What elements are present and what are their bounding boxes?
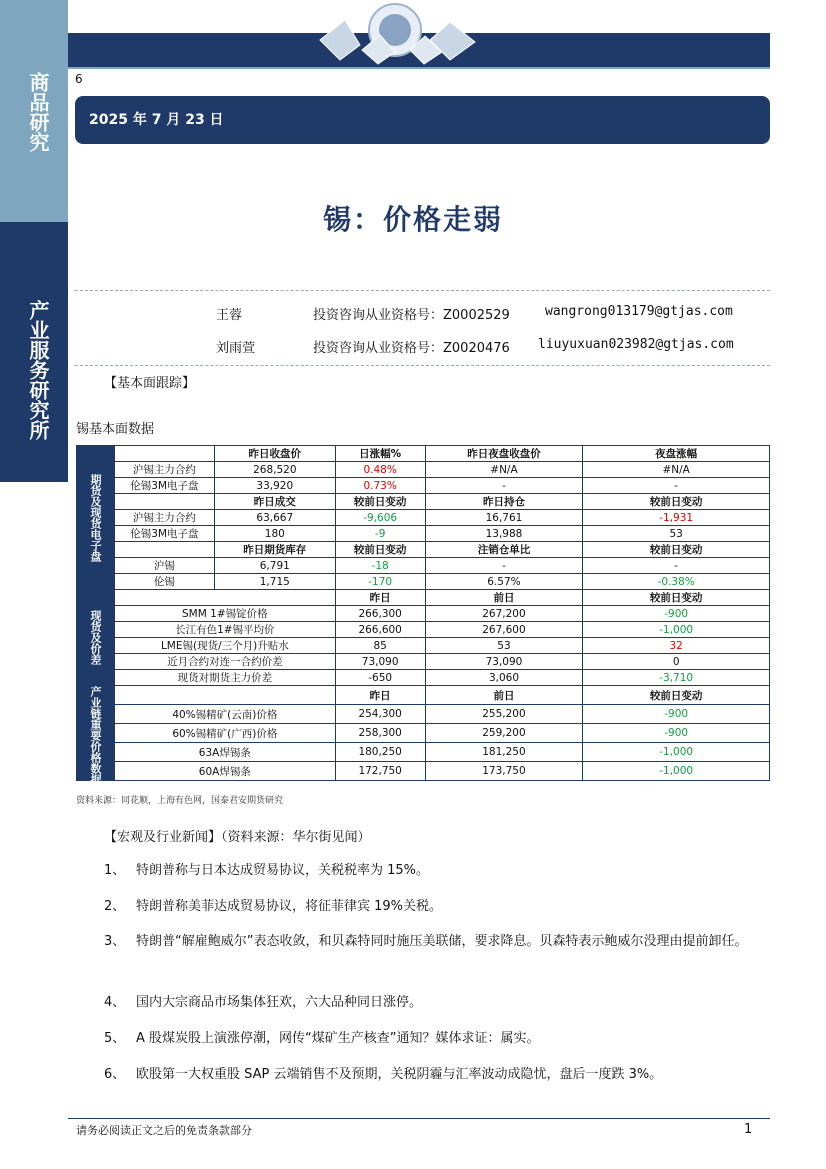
news-section-title: 【宏观及行业新闻】（资料来源：华尔街见闻） bbox=[104, 830, 371, 845]
table-row: SMM 1#锡锭价格 266,300 267,200 -900 bbox=[77, 606, 770, 622]
table-row: 近月合约对连一合约价差 73,090 73,090 0 bbox=[77, 654, 770, 670]
table-row: 60%锡精矿(广西)价格 258,300 259,200 -900 bbox=[77, 724, 770, 743]
news-item-3: 3、 特朗普“解雇鲍威尔”表态收敛，和贝森特同时施压美联储，要求降息。贝森特表示鲍威尔没理由提前卸任。 bbox=[104, 934, 748, 949]
table-row: 沪锡主力合约 268,520 0.48% #N/A #N/A bbox=[77, 462, 770, 478]
author-divider-top bbox=[75, 290, 770, 291]
table-row: 现货对期货主力价差 -650 3,060 -3,710 bbox=[77, 670, 770, 686]
table-row: 伦锡3M电子盘 180 -9 13,988 53 bbox=[77, 526, 770, 542]
author-cert-1: 投资咨询从业资格号：Z0002529 bbox=[313, 308, 510, 323]
section-fundamentals: 【基本面跟踪】 bbox=[104, 376, 196, 391]
group-industry: 产业链重要价格数据 bbox=[77, 686, 115, 781]
sidebar-mid-label: 产业服务研究所 bbox=[26, 300, 50, 440]
footer-disclaimer: 请务必阅读正文之后的免责条款部分 bbox=[76, 1124, 252, 1137]
table-row: 60A焊锡条 172,750 173,750 -1,000 bbox=[77, 762, 770, 781]
sidebar-top-label: 商品研究 bbox=[26, 72, 50, 152]
page-number-top: 6 bbox=[75, 72, 83, 86]
author-name-2: 刘雨萱 bbox=[216, 341, 256, 356]
author-divider-bottom bbox=[75, 365, 770, 366]
fundamentals-table bbox=[76, 445, 770, 785]
page-number: 1 bbox=[744, 1122, 753, 1137]
table-header-row: 期货及现货电子盘 昨日收盘价 日涨幅% 昨日夜盘收盘价 夜盘涨幅 bbox=[77, 446, 770, 462]
header-stripe bbox=[68, 67, 770, 69]
table-header-row: 现货及价差 昨日 前日 较前日变动 bbox=[77, 590, 770, 606]
table-header-row: 昨日成交 较前日变动 昨日持仓 较前日变动 bbox=[77, 494, 770, 510]
table-header-row: 昨日期货库存 较前日变动 注销仓单比 较前日变动 bbox=[77, 542, 770, 558]
table-row: 63A焊锡条 180,250 181,250 -1,000 bbox=[77, 743, 770, 762]
table-row: 40%锡精矿(云南)价格 254,300 255,200 -900 bbox=[77, 705, 770, 724]
author-cert-2: 投资咨询从业资格号：Z0020476 bbox=[313, 341, 510, 356]
date-banner: 2025 年 7 月 23 日 bbox=[75, 96, 770, 144]
table-row: 伦锡3M电子盘 33,920 0.73% - - bbox=[77, 478, 770, 494]
table-header-row: 产业链重要价格数据 昨日 前日 较前日变动 bbox=[77, 686, 770, 705]
table-row: 沪锡 6,791 -18 - - bbox=[77, 558, 770, 574]
author-name-1: 王蓉 bbox=[216, 308, 243, 323]
page-title: 锡：价格走弱 bbox=[322, 203, 503, 236]
news-item-2: 2、 特朗普称美菲达成贸易协议，将征菲律宾 19%关税。 bbox=[104, 899, 443, 914]
author-email-1[interactable]: wangrong013179@gtjas.com bbox=[545, 304, 733, 319]
news-item-4: 4、 国内大宗商品市场集体狂欢，六大品种同日涨停。 bbox=[104, 995, 423, 1010]
table-row: LME锡(现货/三个月)升贴水 85 53 32 bbox=[77, 638, 770, 654]
table-source: 资料来源：同花顺，上海有色网，国泰君安期货研究 bbox=[76, 796, 284, 806]
diamond-logo-icon bbox=[300, 0, 500, 66]
news-item-5: 5、 A 股煤炭股上演涨停潮，网传“煤矿生产核查”通知？媒体求证：属实。 bbox=[104, 1031, 540, 1046]
footer-divider bbox=[68, 1118, 770, 1119]
news-item-6: 6、 欧股第一大权重股 SAP 云端销售不及预期，关税阴霾与汇率波动成隐忧，盘后一度跌 3%。 bbox=[104, 1067, 663, 1082]
table-row: 沪锡主力合约 63,667 -9,606 16,761 -1,931 bbox=[77, 510, 770, 526]
table-caption: 锡基本面数据 bbox=[76, 422, 155, 437]
group-futures: 期货及现货电子盘 bbox=[77, 446, 115, 590]
news-item-1: 1、 特朗普称与日本达成贸易协议，关税税率为 15%。 bbox=[104, 863, 430, 878]
author-email-2[interactable]: liuyuxuan023982@gtjas.com bbox=[538, 337, 734, 352]
group-spot: 现货及价差 bbox=[77, 590, 115, 686]
table-row: 伦锡 1,715 -170 6.57% -0.38% bbox=[77, 574, 770, 590]
table-row: 长江有色1#锡平均价 266,600 267,600 -1,000 bbox=[77, 622, 770, 638]
